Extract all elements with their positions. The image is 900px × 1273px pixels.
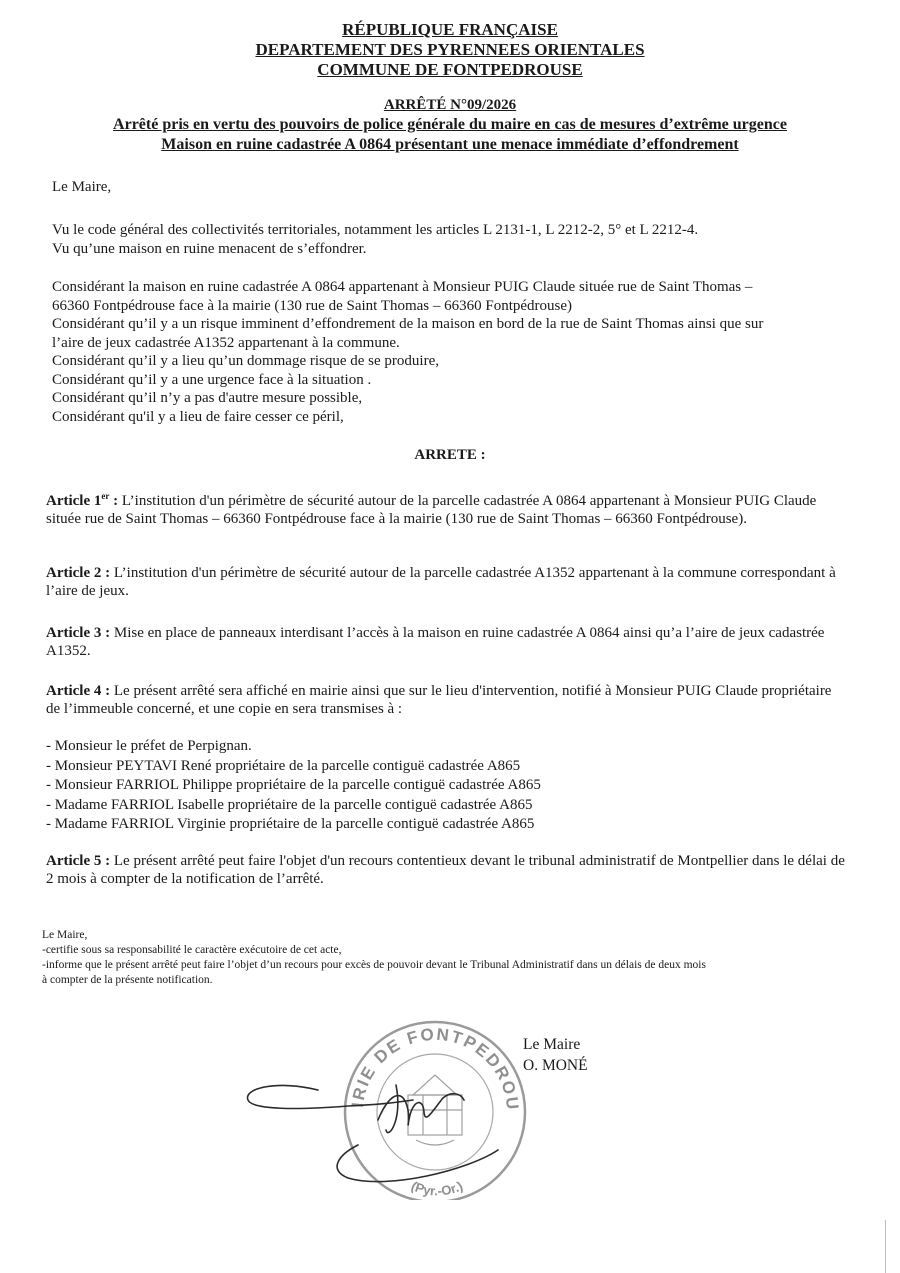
considerant-line: Considérant qu'il y a lieu de faire cesser ce péril, (52, 408, 344, 425)
arrete-number: ARRÊTÉ N°09/2026 (383, 97, 517, 113)
article-3-label: Article 3 : (46, 625, 111, 641)
arrete-heading: ARRETE : (414, 447, 486, 463)
signature-block (523, 1034, 588, 1076)
certification-line: Le Maire, (42, 929, 88, 941)
stamp-and-signature-drawing (238, 1000, 538, 1200)
signature-role: Le Maire (523, 1036, 581, 1053)
recipients-list (46, 737, 846, 835)
article-5-label: Article 5 : (46, 853, 111, 869)
arrete-subject-line2: Maison en ruine cadastrée A 0864 présentant une menace immédiate d’effondrement (161, 136, 739, 153)
article-3 (46, 624, 846, 660)
vu-line: Vu le code général des collectivités territoriales, notamment les articles L 2131-1, L 2212-2, 5° et L 2212-4. (52, 222, 699, 238)
stamp-top-text: IRIE DE FONTPEDROU (348, 1024, 523, 1113)
recipient-item: - Madame FARRIOL Isabelle propriétaire de la parcelle contiguë cadastrée A865 (46, 796, 533, 813)
certification-line: -informe que le présent arrêté peut faire l’objet d’un recours pour excès de pouvoir devant le Tribunal Administratif dans un délais de deux mois (42, 959, 706, 971)
stamp-bottom-text: (Pyr.-Or.) (409, 1178, 465, 1199)
article-5 (46, 852, 846, 888)
article-2 (46, 564, 846, 600)
stamp-outer-ring (345, 1022, 525, 1200)
certification-line: à compter de la présente notification. (42, 974, 213, 986)
scan-edge-line (885, 1220, 886, 1273)
article-2-text: L’institution d'un périmètre de sécurité autour de la parcelle cadastrée A1352 appartenant à la commune correspondant à l’aire de jeux. (46, 565, 836, 599)
article-1 (46, 487, 846, 528)
article-4 (46, 682, 846, 718)
intro-text: Le Maire, (52, 179, 112, 195)
certification-block (42, 928, 862, 988)
article-2-label: Article 2 : (46, 565, 111, 581)
article-3-text: Mise en place de panneaux interdisant l’accès à la maison en ruine cadastrée A 0864 ainsi qu’a l’aire de jeux cadastrée A1352. (46, 625, 825, 659)
considerant-line: Considérant qu’il y a un risque imminent d’effondrement de la maison en bord de la rue de Saint Thomas ainsi que sur (52, 316, 764, 332)
considerant-line: Considérant qu’il n’y a pas d'autre mesure possible, (52, 390, 363, 406)
recipient-item: - Monsieur PEYTAVI René propriétaire de la parcelle contiguë cadastrée A865 (46, 757, 521, 774)
certification-line: -certifie sous sa responsabilité le caractère exécutoire de cet acte, (42, 944, 342, 956)
considerants-block (52, 278, 852, 426)
document-header (0, 20, 900, 80)
article-1-text: L’institution d'un périmètre de sécurité autour de la parcelle cadastrée A 0864 appartenant à Monsieur PUIG Claude située rue de Saint Thomas – 66360 Fontpédrouse face à la mairie (130 rue de Saint Thomas – 66360 Fontpédrouse). (46, 493, 817, 527)
article-5-text: Le présent arrêté peut faire l'objet d'un recours contentieux devant le tribunal administratif de Montpellier dans le délai de 2 mois à compter de la notification de l’arrêté. (46, 853, 845, 887)
considerant-line: Considérant qu’il y a une urgence face à la situation . (52, 371, 372, 388)
arrete-title (0, 96, 900, 155)
vu-block (52, 221, 852, 258)
recipient-item: - Monsieur le préfet de Perpignan. (46, 738, 252, 754)
header-commune: COMMUNE DE FONTPEDROUSE (317, 60, 583, 79)
header-department: DEPARTEMENT DES PYRENNEES ORIENTALES (255, 40, 645, 59)
considerant-line: Considérant la maison en ruine cadastrée A 0864 appartenant à Monsieur PUIG Claude située rue de Saint Thomas – (52, 279, 753, 295)
vu-line: Vu qu’une maison en ruine menacent de s’effondrer. (52, 240, 367, 257)
header-republic: RÉPUBLIQUE FRANÇAISE (342, 20, 558, 39)
handwritten-signature (248, 1085, 498, 1182)
recipient-item: - Monsieur FARRIOL Philippe propriétaire de la parcelle contiguë cadastrée A865 (46, 777, 541, 793)
article-1-label: Article 1er : (46, 491, 119, 509)
considerant-line: 66360 Fontpédrouse face à la mairie (130 rue de Saint Thomas – 66360 Fontpédrouse) (52, 297, 573, 314)
stamp-emblem (408, 1075, 462, 1145)
considerant-line: Considérant qu’il y a lieu qu’un dommage risque de se produire, (52, 353, 439, 369)
article-4-label: Article 4 : (46, 683, 111, 699)
stamp-inner-ring (377, 1054, 493, 1170)
arrete-subject-line1: Arrêté pris en vertu des pouvoirs de police générale du maire en cas de mesures d’extrême urgence (113, 116, 787, 133)
mairie-stamp (238, 1000, 538, 1200)
considerant-line: l’aire de jeux cadastrée A1352 appartenant à la commune. (52, 334, 400, 351)
recipient-item: - Madame FARRIOL Virginie propriétaire de la parcelle contiguë cadastrée A865 (46, 816, 535, 832)
article-4-text: Le présent arrêté sera affiché en mairie ainsi que sur le lieu d'intervention, notifié à Monsieur PUIG Claude propriétaire de l’immeuble concerné, et une copie en sera transmises à : (46, 683, 832, 717)
signature-name: O. MONÉ (523, 1057, 588, 1074)
